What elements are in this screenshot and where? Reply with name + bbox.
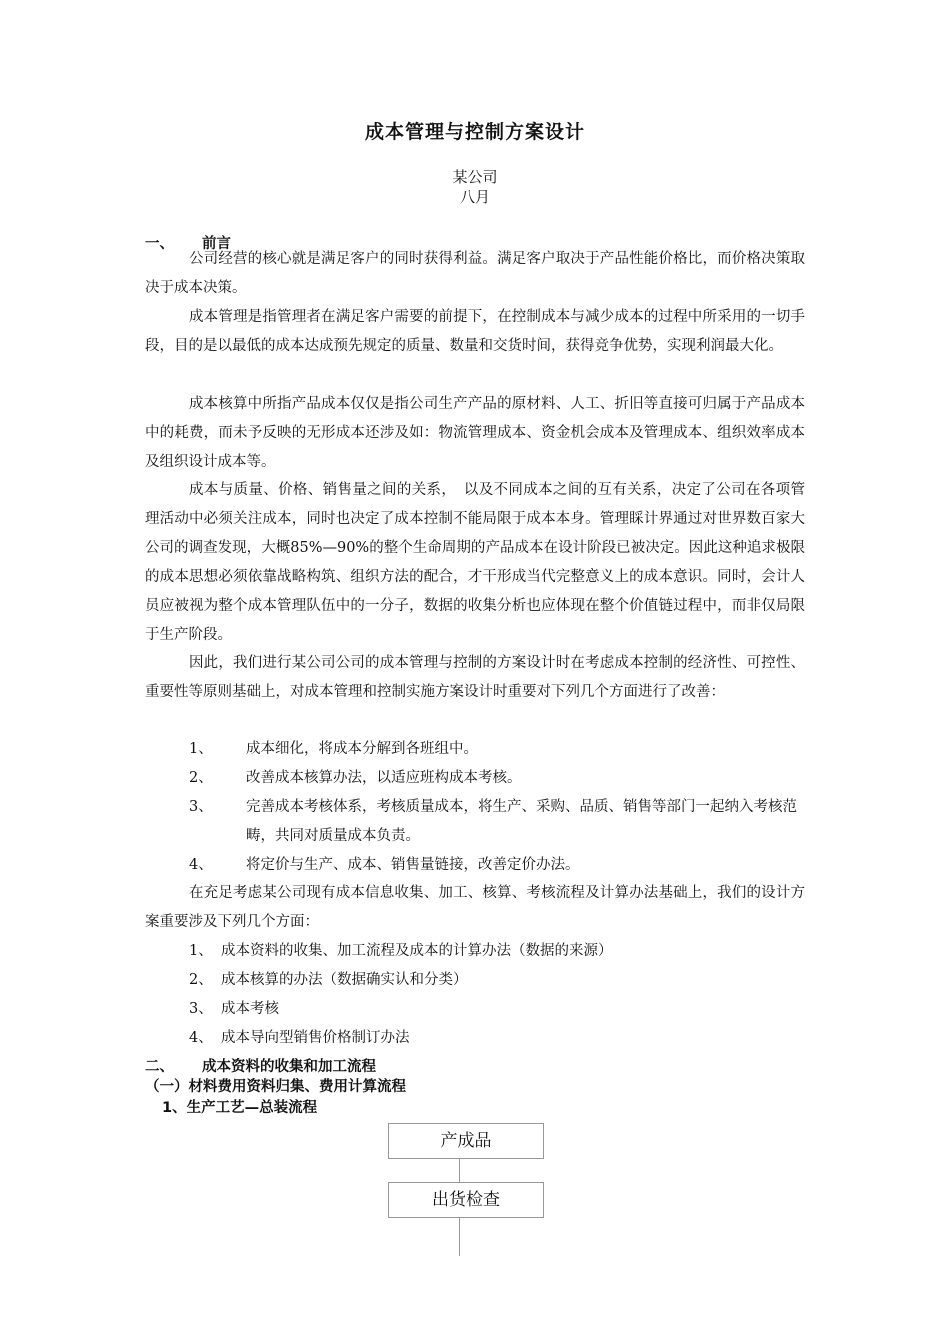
paragraph-3: 成本核算中所指产品成本仅仅是指公司生产产品的原材料、人工、折旧等直接可归属于产品成本中的耗费，而未予反映的无形成本还涉及如：物流管理成本、资金机会成本及管理成本、组织效率成本及组织设计成本等。 xyxy=(145,396,805,470)
item-number: 4、 xyxy=(189,857,213,873)
paragraph-4: 成本与质量、价格、销售量之间的关系， 以及不同成本之间的互有关系，决定了公司在各项管理活动中必须关注成本，同时也决定了成本控制不能局限于成本本身。管理睬计界通过对世界数百家大公司的调查发现，大概85%—90%的整个生命周期的产品成本在设计阶段已被决定。因此这种追求极限的成本思想必须依靠战略构筑、组织方法的配合，才干形成当代完整意义上的成本意识。同时，会计人员应被视为整个成本管理队伍中的一分子，数据的收集分析也应体现在整个价值链过程中，而非仅局限于生产阶段。 xyxy=(145,482,805,643)
section-2-title: 成本资料的收集和加工流程 xyxy=(202,1059,376,1075)
item-number: 3、 xyxy=(189,799,213,815)
section-1-number: 一、 xyxy=(145,236,174,252)
item-number: 3、 xyxy=(189,1001,213,1017)
flow-box-shipping-inspection: 出货检查 xyxy=(388,1182,544,1218)
item-text: 成本考核 xyxy=(221,1001,279,1017)
item-text: 成本细化，将成本分解到各班组中。 xyxy=(246,741,478,757)
sub-subsection-heading: 1、生产工艺—总装流程 xyxy=(162,1100,318,1116)
section-1-title: 前言 xyxy=(202,236,231,252)
flow-connector xyxy=(459,1218,460,1256)
aspect-item xyxy=(189,995,279,1024)
subsection-heading: （一）材料费用资料归集、费用计算流程 xyxy=(145,1079,406,1095)
item-text: 改善成本核算办法，以适应班构成本考核。 xyxy=(246,770,522,786)
aspect-item xyxy=(189,937,613,966)
item-text: 成本核算的办法（数据确实认和分类） xyxy=(221,972,468,988)
company-name: 某公司 xyxy=(452,168,498,186)
flow-connector xyxy=(459,1159,460,1183)
section-2-heading xyxy=(145,1055,376,1076)
document-title: 成本管理与控制方案设计 xyxy=(364,121,585,143)
item-text: 将定价与生产、成本、销售量链接，改善定价办法。 xyxy=(246,857,580,873)
item-text: 成本资料的收集、加工流程及成本的计算办法（数据的来源） xyxy=(221,943,613,959)
item-number: 1、 xyxy=(189,943,213,959)
paragraph-6: 在充足考虑某公司现有成本信息收集、加工、核算、考核流程及计算办法基础上，我们的设计方案重要涉及下列几个方面： xyxy=(145,885,805,930)
aspect-item xyxy=(189,966,468,995)
paragraph-1: 公司经营的核心就是满足客户的同时获得利益。满足客户取决于产品性能价格比，而价格决策取决于成本决策。 xyxy=(145,251,805,296)
document-month: 八月 xyxy=(459,188,490,206)
aspect-item xyxy=(189,1024,410,1053)
item-text: 成本导向型销售价格制订办法 xyxy=(221,1030,410,1046)
item-number: 4、 xyxy=(189,1030,213,1046)
paragraph-2: 成本管理是指管理者在满足客户需要的前提下，在控制成本与减少成本的过程中所采用的一切手段，目的是以最低的成本达成预先规定的质量、数量和交货时间，获得竞争优势，实现利润最大化。 xyxy=(145,309,805,354)
paragraph-5: 因此，我们进行某公司公司的成本管理与控制的方案设计时在考虑成本控制的经济性、可控性、重要性等原则基础上，对成本管理和控制实施方案设计时重要对下列几个方面进行了改善： xyxy=(145,655,805,700)
item-text: 完善成本考核体系，考核质量成本，将生产、采购、品质、销售等部门一起纳入考核范畴，共同对质量成本负责。 xyxy=(246,799,797,844)
item-number: 2、 xyxy=(189,972,213,988)
item-number: 1、 xyxy=(189,741,213,757)
flow-box-finished-product: 产成品 xyxy=(388,1123,544,1159)
item-number: 2、 xyxy=(189,770,213,786)
section-2-number: 二、 xyxy=(145,1059,174,1075)
